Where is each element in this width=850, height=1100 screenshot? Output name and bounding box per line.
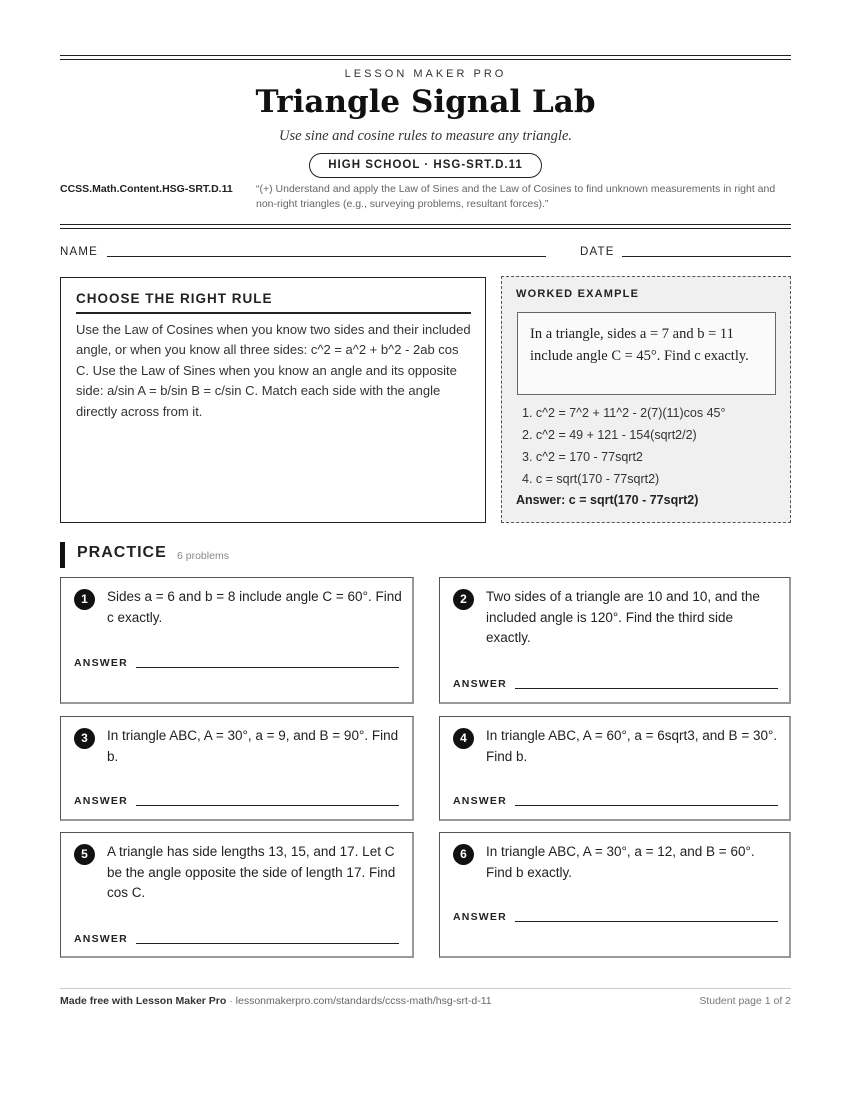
practice-count: 6 problems (177, 550, 229, 562)
name-label: NAME (60, 246, 99, 258)
page-subtitle: Use sine and cosine rules to measure any triangle. (278, 128, 573, 144)
brand-label: LESSON MAKER PRO (344, 68, 507, 80)
answer-label: ANSWER (74, 933, 128, 945)
problem-card-5 (60, 832, 414, 958)
problem-text: A triangle has side lengths 13, 15, and 17. Let C be the angle opposite the side of length 17. Find cos C. (107, 844, 396, 900)
rule-box (60, 277, 486, 523)
header-bottom-rule-second (60, 228, 791, 229)
rule-box-body: Use the Law of Cosines when you know two sides and their included angle, or when you know all three sides: c^2 = a^2 + b^2 - 2ab cos C. Use the Law of Sines when you know an angle and its opposite side: a/sin A = b/sin B = c/sin C. Match each side with the angle directly across from it. (76, 322, 471, 419)
standard-code: CCSS.Math.Content.HSG-SRT.D.11 (60, 183, 233, 195)
worked-example-heading: WORKED EXAMPLE (516, 288, 640, 300)
worked-example-problem: In a triangle, sides a = 7 and b = 11 include angle C = 45°. Find c exactly. (517, 312, 776, 395)
top-rule (60, 55, 791, 56)
worked-example (501, 276, 791, 523)
date-label: DATE (580, 246, 615, 258)
problem-text: In triangle ABC, A = 60°, a = 6sqrt3, and B = 30°. Find b. (486, 728, 778, 764)
worked-step: 2. c^2 = 49 + 121 - 154(sqrt2/2) (522, 428, 697, 442)
worked-step: 3. c^2 = 170 - 77sqrt2 (522, 450, 643, 464)
answer-field[interactable] (515, 805, 778, 806)
page-title: Triangle Signal Lab (255, 84, 596, 120)
problem-text: Sides a = 6 and b = 8 include angle C = 60°. Find c exactly. (107, 589, 402, 625)
rule-box-heading: CHOOSE THE RIGHT RULE (76, 291, 471, 314)
problem-number: 2 (453, 589, 474, 610)
practice-accent-bar (60, 542, 65, 568)
answer-label: ANSWER (453, 678, 507, 690)
problem-number: 4 (453, 728, 474, 749)
worked-step: 1. c^2 = 7^2 + 11^2 - 2(7)(11)cos 45° (522, 406, 726, 420)
problem-card-1 (60, 577, 414, 704)
problem-number: 1 (74, 589, 95, 610)
footer-rule (60, 988, 791, 989)
standard-text: “(+) Understand and apply the Law of Sines and the Law of Cosines to find unknown measurements in right and non-right triangles (e.g., surveying problems, resultant forces).” (256, 183, 776, 210)
answer-label: ANSWER (74, 795, 128, 807)
problem-number: 5 (74, 844, 95, 865)
problem-text: In triangle ABC, A = 30°, a = 9, and B = 90°. Find b. (107, 728, 399, 764)
answer-label: ANSWER (74, 657, 128, 669)
answer-field[interactable] (136, 805, 399, 806)
worked-example-steps (522, 402, 726, 490)
header-bottom-rule (60, 224, 791, 225)
answer-label: ANSWER (453, 911, 507, 923)
answer-field[interactable] (136, 667, 399, 668)
answer-field[interactable] (515, 688, 778, 689)
footer-page-number: Student page 1 of 2 (699, 995, 791, 1007)
footer-credit (60, 995, 492, 1007)
problem-card-3 (60, 716, 414, 821)
answer-field[interactable] (136, 943, 399, 944)
top-rule-second (60, 59, 791, 60)
answer-label: ANSWER (453, 795, 507, 807)
problem-card-2 (439, 577, 791, 704)
footer-made-with: Made free with Lesson Maker Pro (60, 995, 227, 1007)
problem-text: In triangle ABC, A = 30°, a = 12, and B = 60°. Find b exactly. (486, 844, 755, 880)
problem-card-4 (439, 716, 791, 821)
problem-number: 6 (453, 844, 474, 865)
footer-url: · lessonmakerpro.com/standards/ccss-math/hsg-srt-d-11 (226, 995, 492, 1007)
problem-number: 3 (74, 728, 95, 749)
problem-card-6 (439, 832, 791, 958)
worked-example-answer: Answer: c = sqrt(170 - 77sqrt2) (516, 493, 699, 507)
answer-field[interactable] (515, 921, 778, 922)
problem-text: Two sides of a triangle are 10 and 10, and the included angle is 120°. Find the third side exactly. (486, 589, 760, 645)
name-field[interactable] (107, 256, 546, 257)
level-badge: HIGH SCHOOL · HSG-SRT.D.11 (309, 153, 542, 178)
worked-step: 4. c = sqrt(170 - 77sqrt2) (522, 472, 660, 486)
date-field[interactable] (622, 256, 791, 257)
practice-title: PRACTICE (77, 544, 167, 561)
